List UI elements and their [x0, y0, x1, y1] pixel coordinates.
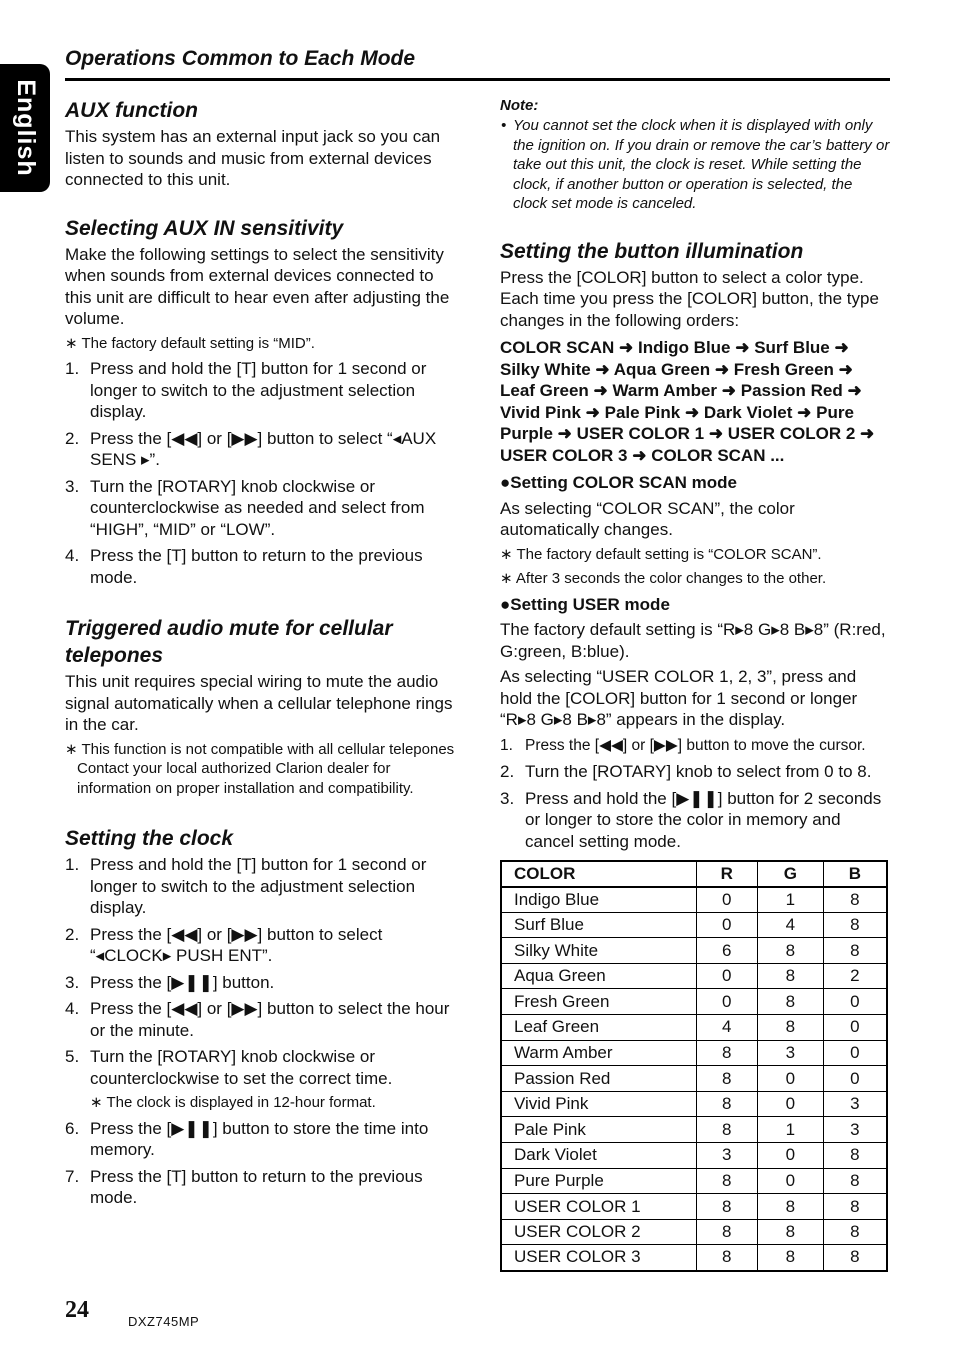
list-item: 4. Press the [T] button to return to the previous mode.	[65, 546, 423, 587]
table-header: G	[757, 861, 823, 887]
table-cell: USER COLOR 3	[501, 1245, 696, 1271]
table-cell: 0	[757, 1066, 823, 1092]
table-row	[501, 887, 887, 913]
table-cell: Vivid Pink	[501, 1091, 696, 1117]
table-cell: 8	[823, 1219, 887, 1245]
list-item: 3. Press and hold the [▶❚❚] button for 2 seconds or longer to store the color in memory and cancel setting mode.	[500, 788, 882, 851]
table-row	[501, 989, 887, 1015]
table-row	[501, 1245, 887, 1271]
table-cell: 8	[696, 1117, 757, 1143]
table-header-row	[501, 861, 887, 887]
table-row	[501, 1219, 887, 1245]
table-cell: 8	[823, 1143, 887, 1169]
table-cell: 8	[757, 1015, 823, 1041]
table-cell: 8	[757, 989, 823, 1015]
clock-step5-note: ∗ The clock is displayed in 12-hour format.	[90, 1094, 376, 1111]
table-cell: 8	[757, 963, 823, 989]
illum-body: Press the [COLOR] button to select a color type. Each time you press the [COLOR] button, the type changes in the following orders:	[500, 267, 879, 330]
table-cell: Silky White	[501, 938, 696, 964]
table-row	[501, 963, 887, 989]
table-row	[501, 1194, 887, 1220]
table-cell: 8	[696, 1066, 757, 1092]
table-cell: 3	[823, 1117, 887, 1143]
scan-heading: ●Setting COLOR SCAN mode	[500, 473, 737, 492]
user-heading: ●Setting USER mode	[500, 594, 670, 614]
scan-note-2: ∗ After 3 seconds the color changes to the other.	[500, 570, 827, 587]
table-cell: 8	[696, 1194, 757, 1220]
table-cell: 8	[757, 1194, 823, 1220]
section-title: Operations Common to Each Mode	[65, 47, 416, 70]
table-cell: 8	[757, 938, 823, 964]
table-cell: 0	[757, 1143, 823, 1169]
table-cell: 4	[757, 912, 823, 938]
list-item: 1. Press the [◀◀] or [▶▶] button to move the cursor.	[500, 736, 866, 754]
list-item: 2. Press the [◀◀] or [▶▶] button to select “◂AUX SENS ▸”.	[65, 428, 437, 469]
table-cell: Aqua Green	[501, 963, 696, 989]
list-item: 4. Press the [◀◀] or [▶▶] button to select the hour or the minute.	[65, 999, 450, 1040]
table-cell: 8	[823, 912, 887, 938]
aux-sens-steps	[65, 358, 460, 588]
table-cell: 0	[696, 887, 757, 913]
language-tab	[0, 64, 50, 192]
table-cell: 8	[696, 1091, 757, 1117]
left-column	[65, 97, 460, 1214]
table-row	[501, 938, 887, 964]
list-item: 3. Turn the [ROTARY] knob clockwise or counterclockwise as needed and select from “HIGH”, “MID” or “LOW”.	[65, 476, 425, 539]
right-column	[500, 96, 890, 1272]
list-item: 2. Press the [◀◀] or [▶▶] button to select “◂CLOCK▸ PUSH ENT”.	[65, 924, 383, 965]
table-cell: USER COLOR 1	[501, 1194, 696, 1220]
table-row	[501, 1091, 887, 1117]
list-item: 3. Press the [▶❚❚] button.	[65, 972, 275, 992]
table-header: B	[823, 861, 887, 887]
mute-title: Triggered audio mute for cellular telepones	[65, 617, 393, 667]
table-row	[501, 1066, 887, 1092]
illum-sequence: COLOR SCAN ➜ Indigo Blue ➜ Surf Blue ➜ Silky White ➜ Aqua Green ➜ Fresh Green ➜ Leaf Green ➜ Warm Amber ➜ Passion Red ➜ Vivid Pink ➜ Pale Pink ➜ Dark Violet ➜ Pure Purple ➜ USER COLOR 1 ➜ USER COLOR 2 ➜ USER COLOR 3 ➜ COLOR SCAN ...	[500, 338, 875, 465]
table-cell: 8	[823, 1168, 887, 1194]
aux-title: AUX function	[65, 99, 198, 122]
table-cell: Dark Violet	[501, 1143, 696, 1169]
table-cell: 6	[696, 938, 757, 964]
illum-title: Setting the button illumination	[500, 239, 804, 263]
table-row	[501, 1143, 887, 1169]
table-cell: 8	[823, 887, 887, 913]
clock-steps	[65, 854, 460, 1209]
table-row	[501, 1168, 887, 1194]
table-cell: Passion Red	[501, 1066, 696, 1092]
table-cell: Indigo Blue	[501, 887, 696, 913]
user-body-2: As selecting “USER COLOR 1, 2, 3”, press and hold the [COLOR] button for 1 second or longer “R▸8 G▸8 B▸8” appears in the display.	[500, 667, 858, 729]
color-table	[500, 860, 888, 1272]
table-cell: Pure Purple	[501, 1168, 696, 1194]
list-item: 1. Press and hold the [T] button for 1 second or longer to switch to the adjustment selection display.	[65, 855, 427, 917]
model-number: DXZ745MP	[128, 1314, 200, 1329]
table-cell: 0	[696, 912, 757, 938]
list-item: 7. Press the [T] button to return to the previous mode.	[65, 1166, 423, 1207]
user-steps	[500, 735, 890, 853]
table-cell: 8	[696, 1219, 757, 1245]
table-cell: 8	[696, 1168, 757, 1194]
table-cell: 0	[823, 1066, 887, 1092]
table-cell: 3	[696, 1143, 757, 1169]
note-title: Note:	[500, 97, 539, 114]
table-cell: Pale Pink	[501, 1117, 696, 1143]
user-body-1: The factory default setting is “R▸8 G▸8 B▸8” (R:red, G:green, B:blue).	[500, 620, 886, 661]
table-header: COLOR	[501, 861, 696, 887]
table-cell: 8	[696, 1245, 757, 1271]
table-cell: 8	[823, 1194, 887, 1220]
list-item: 2. Turn the [ROTARY] knob to select from 0 to 8.	[500, 762, 872, 781]
table-cell: Fresh Green	[501, 989, 696, 1015]
table-cell: 8	[757, 1245, 823, 1271]
table-row	[501, 1040, 887, 1066]
language-tab-label: English	[11, 79, 40, 177]
aux-sens-title: Selecting AUX IN sensitivity	[65, 216, 344, 240]
page-number: 24	[65, 1297, 89, 1323]
table-cell: 8	[823, 938, 887, 964]
table-cell: Surf Blue	[501, 912, 696, 938]
table-cell: USER COLOR 2	[501, 1219, 696, 1245]
table-cell: 4	[696, 1015, 757, 1041]
table-cell: 3	[757, 1040, 823, 1066]
table-cell: 0	[757, 1091, 823, 1117]
table-row	[501, 1015, 887, 1041]
table-cell: 3	[823, 1091, 887, 1117]
table-cell: 8	[757, 1219, 823, 1245]
table-cell: 0	[696, 963, 757, 989]
header-rule	[65, 78, 890, 81]
table-cell: 8	[696, 1040, 757, 1066]
table-cell: Warm Amber	[501, 1040, 696, 1066]
aux-body: This system has an external input jack so you can listen to sounds and music from external devices connected to this unit.	[65, 127, 441, 189]
list-item: 1. Press and hold the [T] button for 1 second or longer to switch to the adjustment selection display.	[65, 359, 427, 421]
clock-title: Setting the clock	[65, 827, 234, 850]
scan-note-1: ∗ The factory default setting is “COLOR SCAN”.	[500, 545, 822, 563]
table-cell: 1	[757, 1117, 823, 1143]
table-cell: 0	[823, 989, 887, 1015]
mute-note: ∗ This function is not compatible with all cellular telepones Contact your local authorized Clarion dealer for information on proper installation and compatibility.	[65, 740, 455, 797]
aux-sens-body: Make the following settings to select the sensitivity when sounds from external devices connected to this unit are difficult to hear even after adjusting the volume.	[65, 244, 450, 328]
table-cell: 0	[696, 989, 757, 1015]
table-cell: 0	[757, 1168, 823, 1194]
table-cell: 2	[823, 963, 887, 989]
table-cell: 0	[823, 1040, 887, 1066]
table-cell: 0	[823, 1015, 887, 1041]
aux-sens-note: ∗ The factory default setting is “MID”.	[65, 334, 315, 352]
table-row	[501, 912, 887, 938]
table-header: R	[696, 861, 757, 887]
list-item: 6. Press the [▶❚❚] button to store the time into memory.	[65, 1118, 429, 1159]
table-cell: 8	[823, 1245, 887, 1271]
table-cell: 1	[757, 887, 823, 913]
list-item: 5. Turn the [ROTARY] knob clockwise or counterclockwise to set the correct time. ∗ The clock is displayed in 12-hour format.	[65, 1046, 460, 1113]
mute-body: This unit requires special wiring to mute the audio signal automatically when a cellular telephone rings in the car.	[65, 672, 453, 734]
note-body: • You cannot set the clock when it is displayed with only the ignition on. If you drain or remove the car’s battery or take out this unit, the clock is reset. While setting the clock, if another button or operation is selected, the clock set mode is canceled.	[501, 117, 890, 212]
table-row	[501, 1117, 887, 1143]
scan-body: As selecting “COLOR SCAN”, the color automatically changes.	[500, 498, 795, 539]
table-cell: Leaf Green	[501, 1015, 696, 1041]
